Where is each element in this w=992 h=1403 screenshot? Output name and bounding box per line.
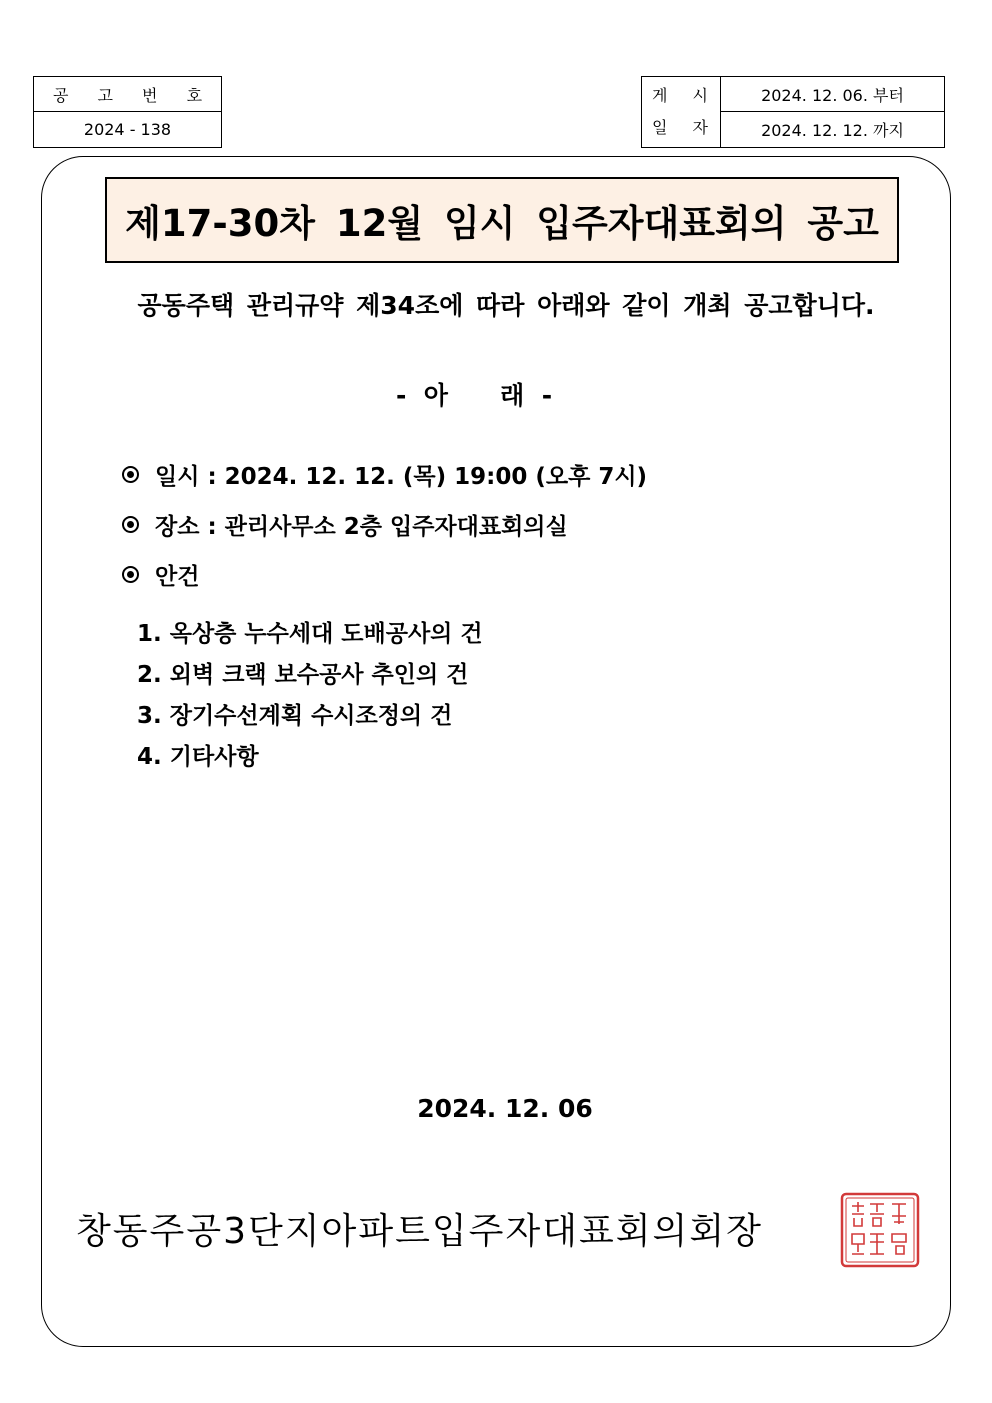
posting-label-line-1: 게 시 — [652, 86, 718, 105]
notice-number-box — [33, 76, 222, 148]
posting-date-to: 2024. 12. 12. 까지 — [761, 121, 904, 140]
bullet-icon — [122, 466, 139, 483]
notice-number-label: 공 고 번 호 — [34, 77, 221, 112]
notice-number-value: 2024 - 138 — [83, 120, 172, 139]
agenda-item-4: 4. 기타사항 — [137, 744, 259, 770]
agenda-item-1: 1. 옥상층 누수세대 도배공사의 건 — [137, 621, 483, 647]
posting-date-box — [641, 76, 945, 148]
detail-agenda-heading — [122, 558, 199, 591]
detail-location-text: 장소 : 관리사무소 2층 입주자대표회의실 — [155, 514, 568, 540]
notice-title: 제17-30차 12월 임시 입주자대표회의 공고 — [105, 177, 899, 263]
detail-agenda-heading-text: 안건 — [155, 564, 200, 590]
posting-date-values — [721, 77, 944, 147]
below-heading: - 아 래 - — [396, 381, 553, 410]
agenda-item-2: 2. 외벽 크랙 보수공사 추인의 건 — [137, 662, 469, 688]
intro-text: 공동주택 관리규약 제34조에 따라 아래와 같이 개최 공고합니다. — [137, 291, 875, 320]
posting-date-label — [642, 77, 721, 147]
detail-location — [122, 508, 568, 541]
detail-datetime-text: 일시 : 2024. 12. 12. (목) 19:00 (오후 7시) — [155, 464, 648, 490]
posting-date-from: 2024. 12. 06. 부터 — [721, 77, 944, 112]
detail-datetime — [122, 458, 647, 491]
bullet-icon — [122, 566, 139, 583]
signature-text: 창동주공3단지아파트입주자대표회의회장 — [76, 1211, 763, 1252]
agenda-item-3: 3. 장기수선계획 수시조정의 건 — [137, 703, 453, 729]
notice-date: 2024. 12. 06 — [417, 1094, 593, 1123]
posting-label-line-2: 일 자 — [652, 118, 718, 137]
bullet-icon — [122, 516, 139, 533]
official-seal-icon — [840, 1192, 920, 1268]
